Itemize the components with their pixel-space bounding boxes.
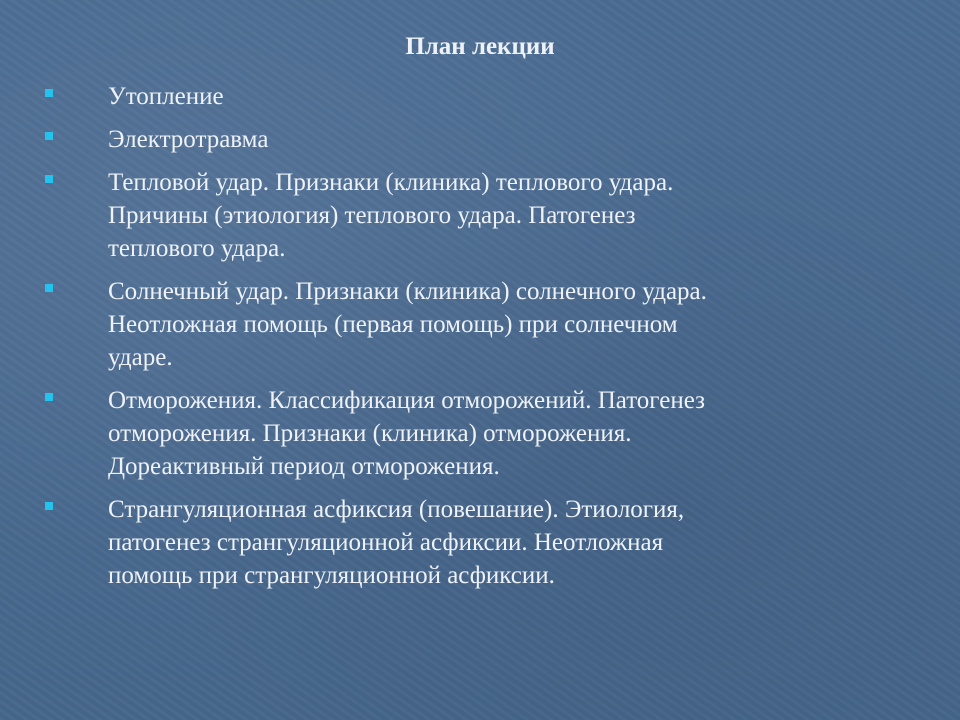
list-item xyxy=(0,166,960,265)
square-bullet-icon xyxy=(45,284,53,292)
bullet-list xyxy=(0,80,960,602)
list-item-text: Неотложная помощь (первая помощь) при солнечном xyxy=(108,311,678,338)
slide-title: План лекции xyxy=(405,33,555,60)
list-item xyxy=(0,80,960,113)
square-bullet-icon xyxy=(45,175,53,183)
square-bullet-icon xyxy=(45,502,53,510)
list-item-text: помощь при странгуляционной асфиксии. xyxy=(108,562,555,589)
list-item-text: теплового удара. xyxy=(108,235,286,262)
list-item-text: Тепловой удар. Признаки (клиника) теплового удара. xyxy=(108,169,674,196)
list-item-text: Солнечный удар. Признаки (клиника) солнечного удара. xyxy=(108,278,707,305)
list-item-text: Странгуляционная асфиксия (повешание). Этиология, xyxy=(108,496,685,523)
list-item xyxy=(0,493,960,592)
list-item-text: ударе. xyxy=(108,344,173,371)
list-item-text: Дореактивный период отморожения. xyxy=(108,453,500,480)
square-bullet-icon xyxy=(45,393,53,401)
list-item-text: Отморожения. Классификация отморожений. Патогенез xyxy=(108,387,705,414)
list-item xyxy=(0,123,960,156)
list-item-text: отморожения. Признаки (клиника) отморожения. xyxy=(108,420,632,447)
list-item-text: Электротравма xyxy=(108,126,269,153)
square-bullet-icon xyxy=(45,132,53,140)
list-item xyxy=(0,275,960,374)
list-item xyxy=(0,384,960,483)
square-bullet-icon xyxy=(45,89,53,97)
list-item-text: патогенез странгуляционной асфиксии. Неотложная xyxy=(108,529,664,556)
list-item-text: Утопление xyxy=(108,83,224,110)
list-item-text: Причины (этиология) теплового удара. Патогенез xyxy=(108,202,636,229)
